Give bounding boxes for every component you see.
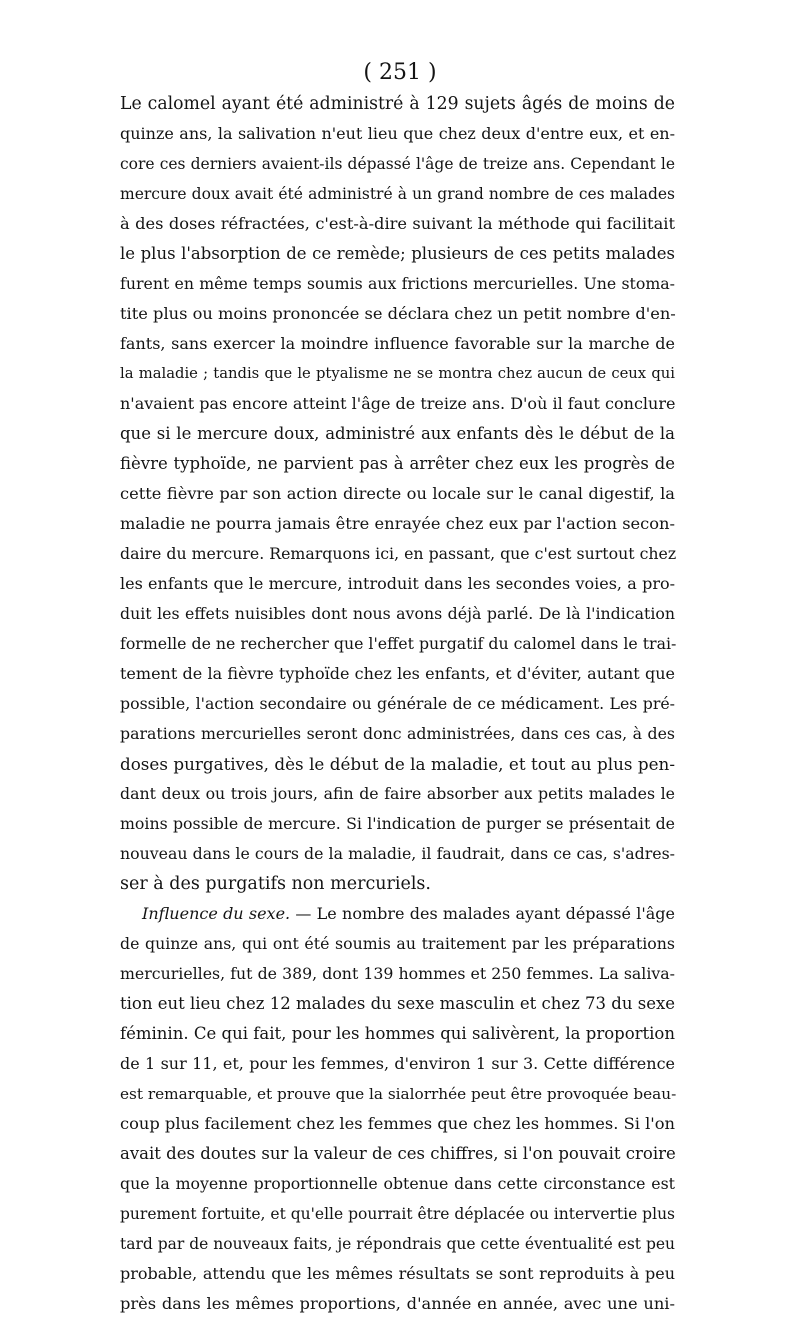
text-line: féminin. Ce qui fait, pour les hommes qui salivèrent, la proportion: [120, 1024, 675, 1043]
text-line: mercurielles, fut de 389, dont 139 hommes et 250 femmes. La saliva-: [120, 964, 675, 983]
text-line: tement de la fièvre typhoïde chez les enfants, et d'éviter, autant que: [120, 664, 675, 683]
text-line: parations mercurielles seront donc administrées, dans ces cas, à des: [120, 724, 675, 743]
text-line: le plus l'absorption de ce remède; plusieurs de ces petits malades: [120, 244, 675, 263]
text-line: core ces derniers avaient-ils dépassé l'âge de treize ans. Cependant le: [120, 155, 675, 173]
text-line: tard par de nouveaux faits, je répondrais que cette éventualité est peu: [120, 1235, 676, 1253]
page-number: ( 251 ): [363, 60, 437, 85]
text-line: mercure doux avait été administré à un grand nombre de ces malades: [120, 185, 675, 203]
text-line: près dans les mêmes proportions, d'année en année, avec une uni-: [120, 1294, 675, 1313]
text-line: avait des doutes sur la valeur de ces chiffres, si l'on pouvait croire: [120, 1144, 676, 1163]
text-line: possible, l'action secondaire ou générale de ce médicament. Les pré-: [120, 694, 675, 713]
text-line: que si le mercure doux, administré aux enfants dès le début de la: [120, 424, 675, 443]
text-line: Le calomel ayant été administré à 129 sujets âgés de moins de: [120, 94, 675, 114]
body-text: [120, 89, 675, 1319]
text-fragment: — Le nombre des malades ayant dépassé l'âge: [290, 904, 676, 923]
text-line: nouveau dans le cours de la maladie, il faudrait, dans ce cas, s'adres-: [120, 844, 675, 863]
text-line: quinze ans, la salivation n'eut lieu que chez deux d'entre eux, et en-: [120, 124, 675, 143]
text-line: daire du mercure. Remarquons ici, en passant, que c'est surtout chez: [120, 544, 677, 563]
text-line: tite plus ou moins prononcée se déclara chez un petit nombre d'en-: [120, 304, 676, 323]
text-line: formelle de ne rechercher que l'effet purgatif du calomel dans le trai-: [120, 634, 677, 653]
text-line: dant deux ou trois jours, afin de faire absorber aux petits malades le: [120, 784, 675, 803]
text-line: la maladie ; tandis que le ptyalisme ne se montra chez aucun de ceux qui: [120, 365, 675, 382]
text-line: maladie ne pourra jamais être enrayée chez eux par l'action secon-: [120, 514, 675, 533]
section-heading: Influence du sexe.: [142, 904, 291, 923]
text-line: ser à des purgatifs non mercuriels.: [120, 874, 431, 894]
text-line: fièvre typhoïde, ne parvient pas à arrêter chez eux les progrès de: [120, 454, 675, 473]
section-first-line: [120, 899, 675, 929]
text-line: moins possible de mercure. Si l'indication de purger se présentait de: [120, 814, 675, 833]
paragraph-2: [120, 899, 675, 1319]
text-line: est remarquable, et prouve que la sialorrhée peut être provoquée beau-: [120, 1085, 677, 1103]
text-line: purement fortuite, et qu'elle pourrait être déplacée ou intervertie plus: [120, 1205, 676, 1223]
text-line: coup plus facilement chez les femmes que chez les hommes. Si l'on: [120, 1114, 675, 1133]
text-line: que la moyenne proportionnelle obtenue dans cette circonstance est: [120, 1174, 675, 1193]
text-line: à des doses réfractées, c'est-à-dire suivant la méthode qui facilitait: [120, 214, 675, 233]
text-line: probable, attendu que les mêmes résultats se sont reproduits à peu: [120, 1264, 675, 1283]
text-line: de quinze ans, qui ont été soumis au traitement par les préparations: [120, 934, 675, 953]
text-line: tion eut lieu chez 12 malades du sexe masculin et chez 73 du sexe: [120, 994, 676, 1013]
text-line: les enfants que le mercure, introduit dans les secondes voies, a pro-: [120, 574, 675, 593]
text-line: de 1 sur 11, et, pour les femmes, d'environ 1 sur 3. Cette différence: [120, 1054, 675, 1073]
text-line: cette fièvre par son action directe ou locale sur le canal digestif, la: [120, 484, 675, 503]
paragraph-1: [120, 89, 675, 899]
text-line: fants, sans exercer la moindre influence favorable sur la marche de: [120, 334, 675, 353]
text-line: n'avaient pas encore atteint l'âge de treize ans. D'où il faut conclure: [120, 394, 676, 413]
text-line: duit les effets nuisibles dont nous avons déjà parlé. De là l'indication: [120, 604, 675, 623]
text-line: furent en même temps soumis aux frictions mercurielles. Une stoma-: [120, 274, 675, 293]
text-line: doses purgatives, dès le début de la maladie, et tout au plus pen-: [120, 754, 675, 774]
